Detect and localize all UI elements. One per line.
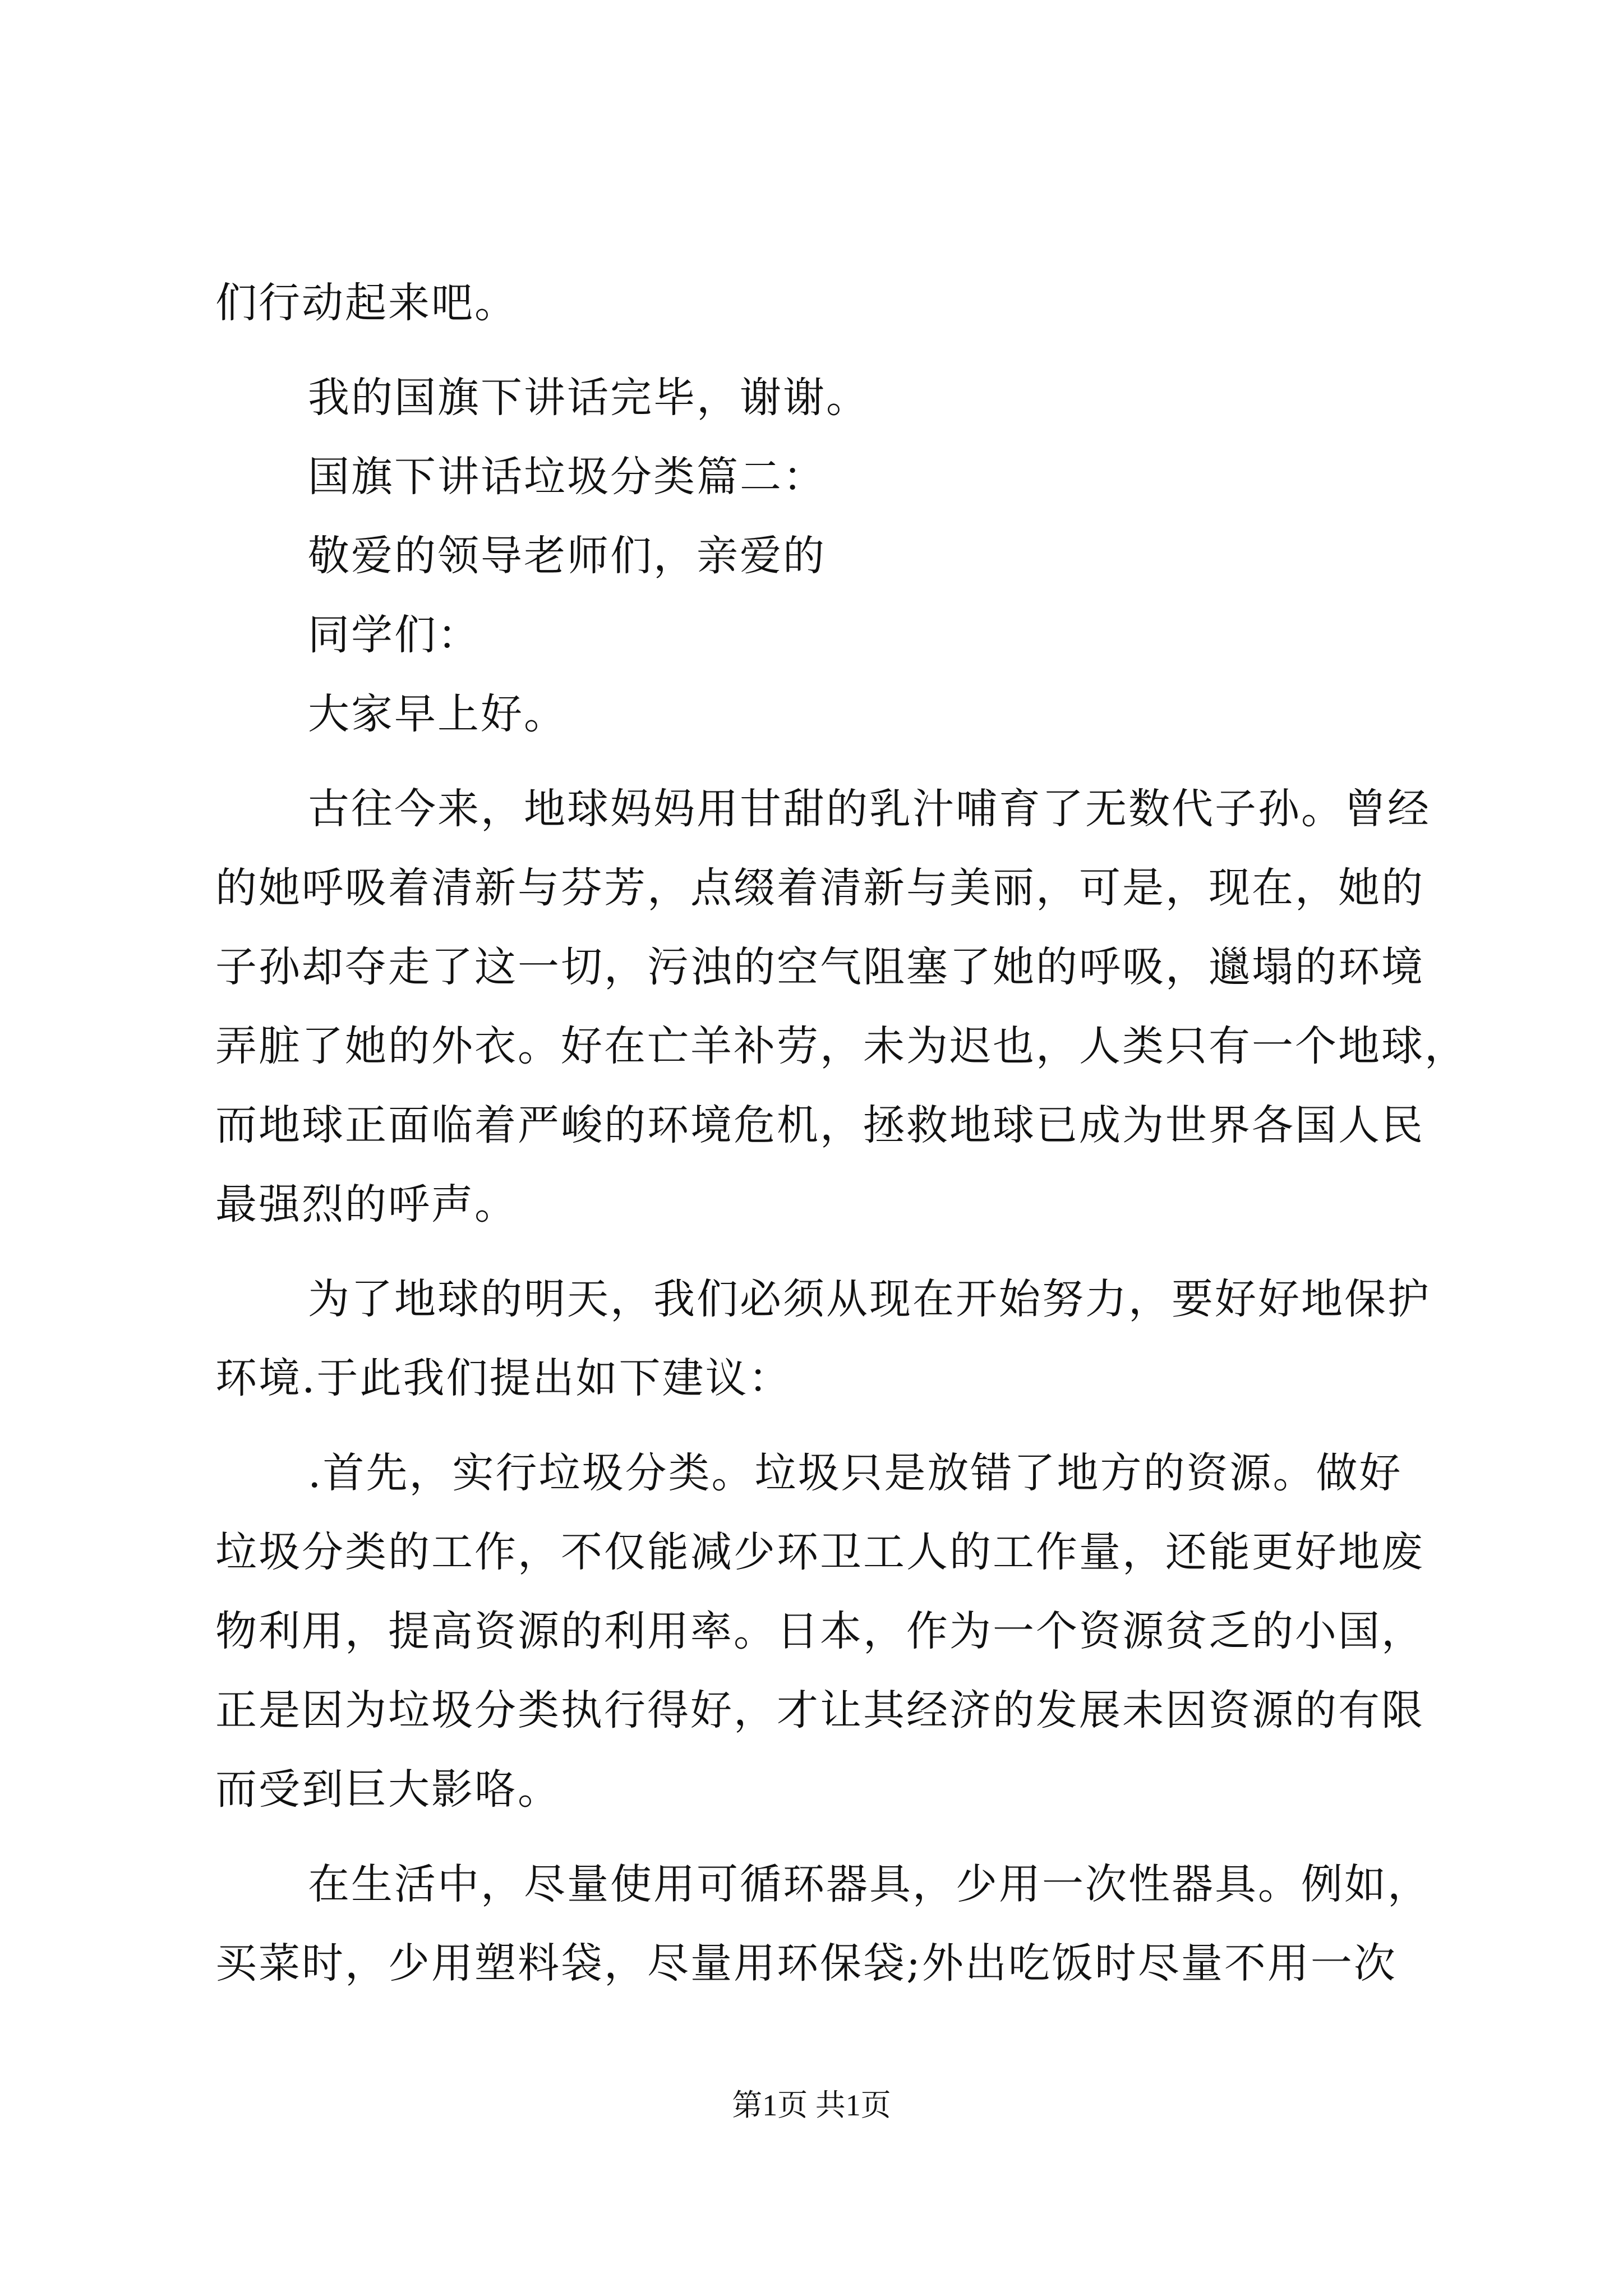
text-line: 弄脏了她的外衣。好在亡羊补劳，未为迟也，人类只有一个地球， <box>215 1022 1468 1070</box>
text-line: 正是因为垃圾分类执行得好，才让其经济的发展未因资源的有限 <box>215 1686 1424 1734</box>
text-line: 而受到巨大影咯。 <box>215 1765 561 1814</box>
text-line: 子孙却夺走了这一切，污浊的空气阻塞了她的呼吸，邋塌的环境 <box>215 943 1424 991</box>
text-line: 我的国旗下讲话完毕，谢谢。 <box>308 374 869 422</box>
section-heading: 国旗下讲话垃圾分类篇二： <box>308 453 826 501</box>
document-body <box>215 264 1468 2003</box>
salutation-line: 敬爱的领导老师们，亲爱的 <box>308 532 826 580</box>
text-line: 环境.于此我们提出如下建议： <box>215 1354 792 1402</box>
text-line: 为了地球的明天，我们必须从现在开始努力，要好好地保护 <box>308 1275 1431 1323</box>
text-line: 在生活中，尽量使用可循环器具，少用一次性器具。例如， <box>308 1860 1431 1908</box>
text-line: 垃圾分类的工作，不仅能减少环卫工人的工作量，还能更好地废 <box>215 1528 1424 1576</box>
salutation-line: 同学们： <box>308 611 481 659</box>
text-line: 最强烈的呼声。 <box>215 1180 518 1228</box>
text-line: 的她呼吸着清新与芬芳，点缀着清新与美丽，可是，现在，她的 <box>215 864 1424 912</box>
text-line: .首先，实行垃圾分类。垃圾只是放错了地方的资源。做好 <box>308 1449 1403 1497</box>
greeting-line: 大家早上好。 <box>308 690 567 738</box>
text-line: 古往今来，地球妈妈用甘甜的乳汁哺育了无数代子孙。曾经 <box>308 785 1431 833</box>
text-line: 们行动起来吧。 <box>215 279 518 327</box>
page-footer: 第1页 共1页 <box>732 2088 891 2122</box>
text-line: 而地球正面临着严峻的环境危机，拯救地球已成为世界各国人民 <box>215 1101 1424 1149</box>
text-line: 买菜时，少用塑料袋，尽量用环保袋;外出吃饭时尽量不用一次 <box>215 1939 1397 1987</box>
text-line: 物利用，提高资源的利用率。日本，作为一个资源贫乏的小国， <box>215 1607 1424 1655</box>
